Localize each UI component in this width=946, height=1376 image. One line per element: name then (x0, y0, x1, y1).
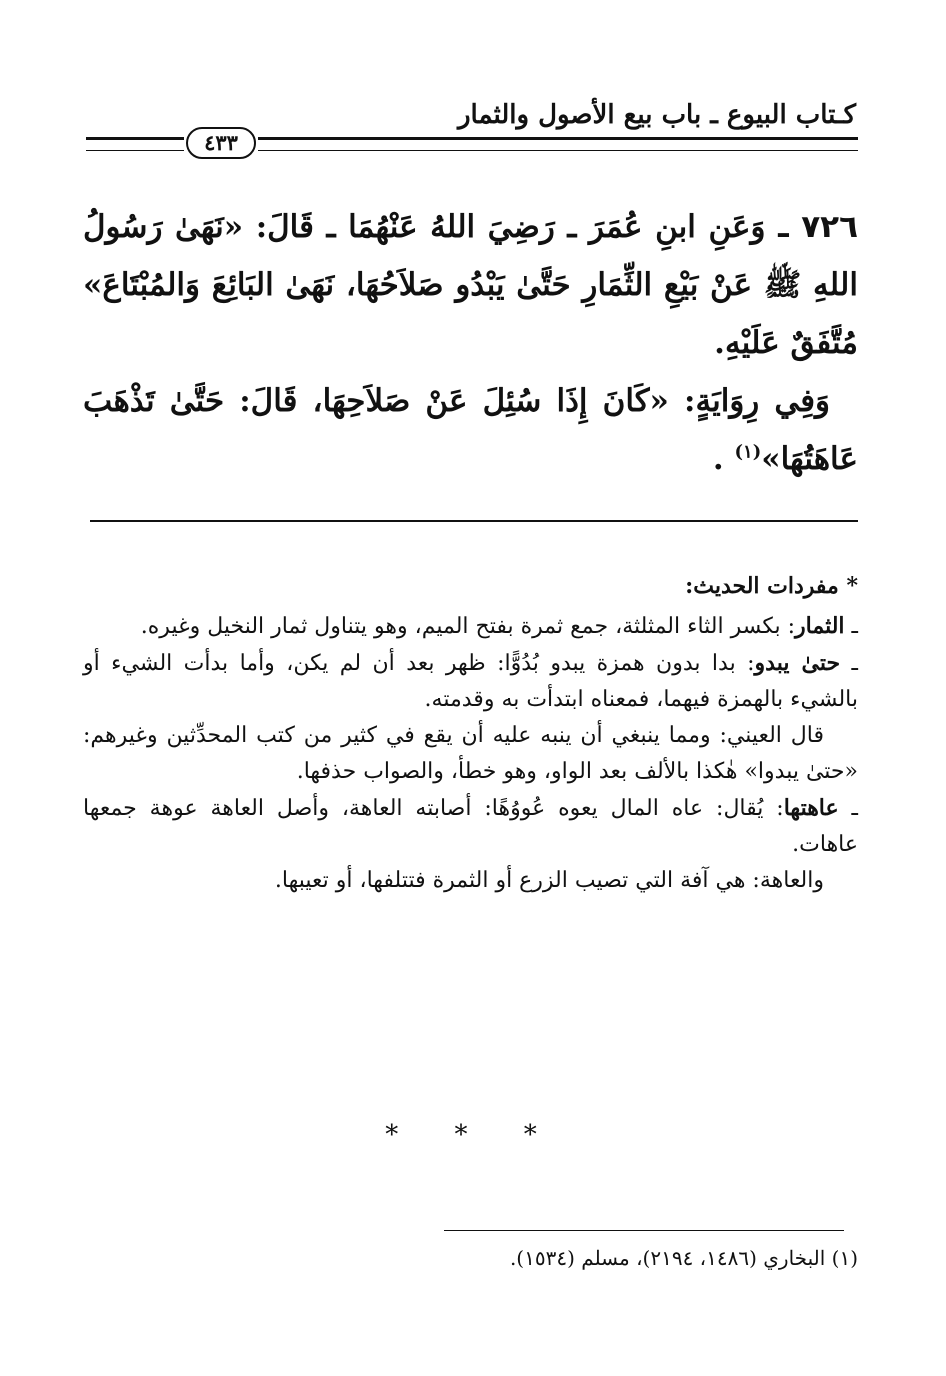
vocab-entry-hatta-yabdu (83, 645, 858, 718)
footnote-rule (444, 1230, 844, 1231)
vocab-entry-thimar (83, 608, 858, 645)
riwaya-text: وَفِي رِوَايَةٍ: «كَانَ إِذَا سُئِلَ عَنْ صَلاَحِهَا، قَالَ: حَتَّىٰ تَذْهَبَ عَاهَتُهَا» (83, 383, 858, 477)
entry-text: : يُقال: عاه المال يعوه عُووُهًا: أصابته العاهة، وأصل العاهة عوهة جمعها عاهات. (83, 796, 858, 857)
header-rule-left (86, 137, 184, 151)
aini-quote: قال العيني: ومما ينبغي أن ينبه عليه أن يقع في كثير من كتب المحدِّثين وغيرهم: «حتىٰ يبدوا» هٰكذا بالألف بعد الواو، وهو خطأ، والصواب حذفها. (83, 723, 858, 784)
hadith-text: وَعَنِ ابنِ عُمَرَ ـ رَضِيَ اللهُ عَنْهُمَا ـ قَالَ: «نَهَىٰ رَسُولُ اللهِ ﷺ عَنْ بَيْعِ الثِّمَارِ حَتَّىٰ يَبْدُو صَلاَحُهَا، نَهَىٰ البَائِعَ وَالمُبْتَاعَ» مُتَّفَقٌ عَلَيْهِ. (83, 209, 858, 361)
section-divider (90, 520, 858, 522)
entry-dash: ـ (851, 614, 858, 639)
page-number-badge: ٤٣٣ (186, 127, 256, 159)
entry-term: حتىٰ يبدو (754, 650, 841, 676)
footnote-text: (١) البخاري (١٤٨٦، ٢١٩٤)، مسلم (١٥٣٤). (509, 1246, 858, 1270)
footnote-marker[interactable]: (١) (734, 441, 762, 463)
hadith-riwaya (83, 372, 858, 488)
section-separator-stars: * * * (385, 1120, 561, 1150)
entry-text: : بدا بدون همزة يبدو بُدُوًّا: ظهر بعد أن لم يكن، وأما بدأت الشيء أو بالشيء بالهمزة فيهما، فمعناه ابتدأت به وقدمته. (83, 651, 858, 712)
vocabulary-section (83, 568, 858, 899)
vocab-entry-ahatuha (83, 790, 858, 863)
riwaya-end: . (712, 441, 724, 477)
entry-dash: ـ (851, 651, 858, 676)
hadith-number: ٧٢٦ ـ (778, 209, 859, 245)
aha-definition: والعاهة: هي آفة التي تصيب الزرع أو الثمرة فتتلفها، أو تعيبها. (274, 868, 824, 893)
entry-term: الثمار (795, 613, 845, 639)
header-rule-right (258, 137, 858, 151)
vocabulary-heading: * مفردات الحديث: (685, 573, 858, 599)
hadith-block (83, 198, 858, 488)
entry-term: عاهتها (783, 795, 839, 821)
running-header-title: كـتاب البيوع ـ باب بيع الأصول والثمار (457, 100, 856, 130)
hadith-paragraph (83, 198, 858, 372)
entry-text: : بكسر الثاء المثلثة، جمع ثمرة بفتح الميم، وهو يتناول ثمار النخيل وغيره. (140, 614, 796, 639)
entry-dash: ـ (851, 796, 858, 821)
